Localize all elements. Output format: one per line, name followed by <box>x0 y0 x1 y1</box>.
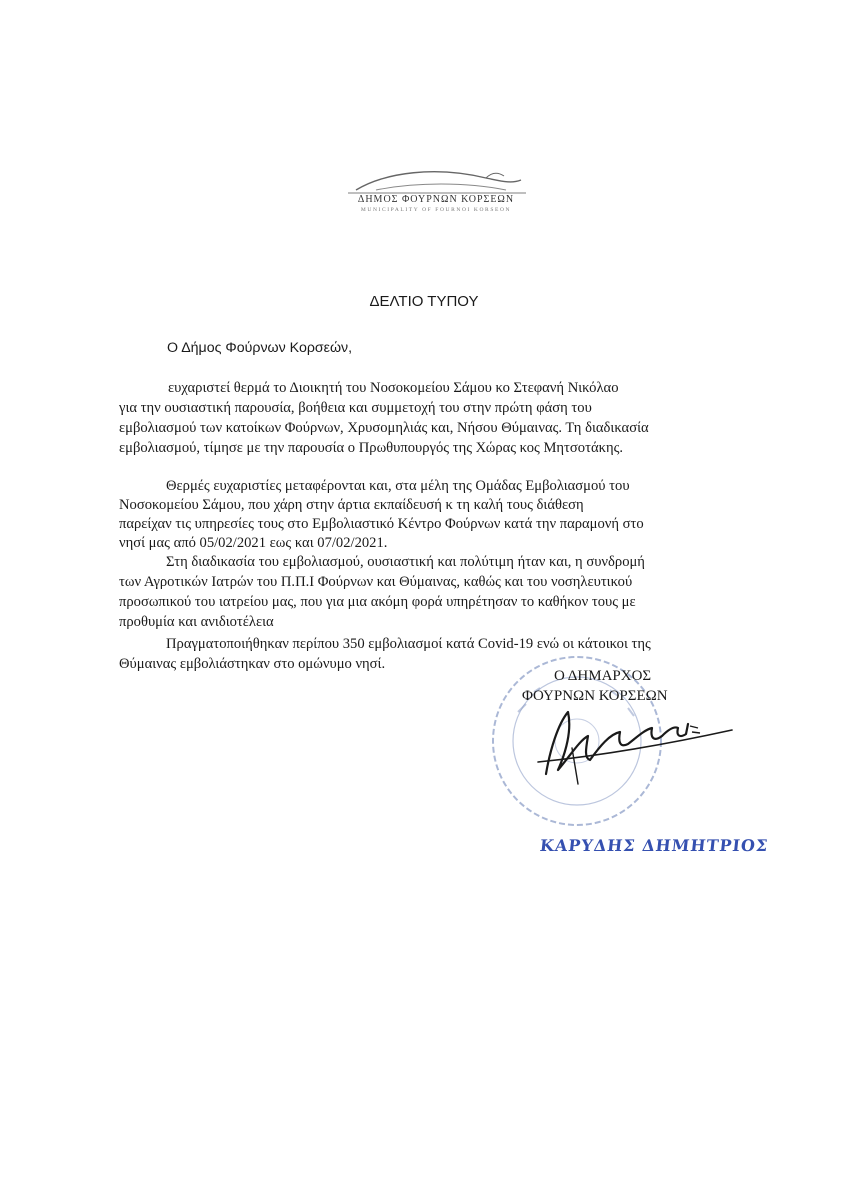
handwritten-signature <box>528 700 738 790</box>
salutation: Ο Δήμος Φούρνων Κορσεών, <box>167 340 353 356</box>
paragraph-line: των Αγροτικών Ιατρών του Π.Π.Ι Φούρνων και Θύμαινας, καθώς και του νοσηλευτικού <box>119 574 633 590</box>
paragraph-line: Θερμές ευχαριστίες μεταφέρονται και, στα μέλη της Ομάδας Εμβολιασμού του <box>166 478 630 494</box>
paragraph-line: Στη διαδικασία του εμβολιασμού, ουσιαστική και πολύτιμη ήταν και, η συνδρομή <box>166 554 645 570</box>
municipality-logo <box>336 160 536 220</box>
paragraph-line: προθυμία και ανιδιοτέλεια <box>119 614 274 630</box>
mayor-title: Ο ΔΗΜΑΡΧΟΣ <box>554 668 652 684</box>
paragraph-line: Νοσοκομείου Σάμου, που χάρη στην άρτια εκπαίδευσή κ τη καλή τους διάθεση <box>119 497 584 513</box>
mayor-municipality: ΦΟΥΡΝΩΝ ΚΟΡΣΕΩΝ <box>522 688 668 704</box>
letterhead-subtitle: MUNICIPALITY OF FOURNOI KORSEON <box>360 207 512 213</box>
mayor-name-stamp: ΚΑΡΥΔΗΣ ΔΗΜΗΤΡΙΟΣ <box>539 836 770 855</box>
paragraph-line: προσωπικού του ιατρείου μας, που για μια ακόμη φορά υπηρέτησαν το καθήκον τους με <box>119 594 636 610</box>
paragraph-line: ευχαριστεί θερμά το Διοικητή του Νοσοκομείου Σάμου κο Στεφανή Νικόλαο <box>168 380 619 396</box>
paragraph-line: εμβολιασμού των κατοίκων Φούρνων, Χρυσομηλιάς και, Νήσου Θύμαινας. Τη διαδικασία <box>119 420 649 436</box>
paragraph-line: παρείχαν τις υπηρεσίες τους στο Εμβολιαστικό Κέντρο Φούρνων κατά την παραμονή στο <box>119 516 644 532</box>
document-title: ΔΕΛΤΙΟ ΤΥΠΟΥ <box>369 293 479 310</box>
paragraph-line: νησί μας από 05/02/2021 εως και 07/02/2021. <box>119 535 388 551</box>
paragraph-line: εμβολιασμού, τίμησε με την παρουσία ο Πρωθυπουργός της Χώρας κος Μητσοτάκης. <box>119 440 624 456</box>
paragraph-line: για την ουσιαστική παρουσία, βοήθεια και συμμετοχή του στην πρώτη φάση του <box>119 400 592 416</box>
letterhead-name: ΔΗΜΟΣ ΦΟΥΡΝΩΝ ΚΟΡΣΕΩΝ <box>357 194 515 205</box>
paragraph-line: Πραγματοποιήθηκαν περίπου 350 εμβολιασμοί κατά Covid-19 ενώ οι κάτοικοι της <box>166 636 651 652</box>
paragraph-line: Θύμαινας εμβολιάστηκαν στο ομώνυμο νησί. <box>119 656 386 672</box>
